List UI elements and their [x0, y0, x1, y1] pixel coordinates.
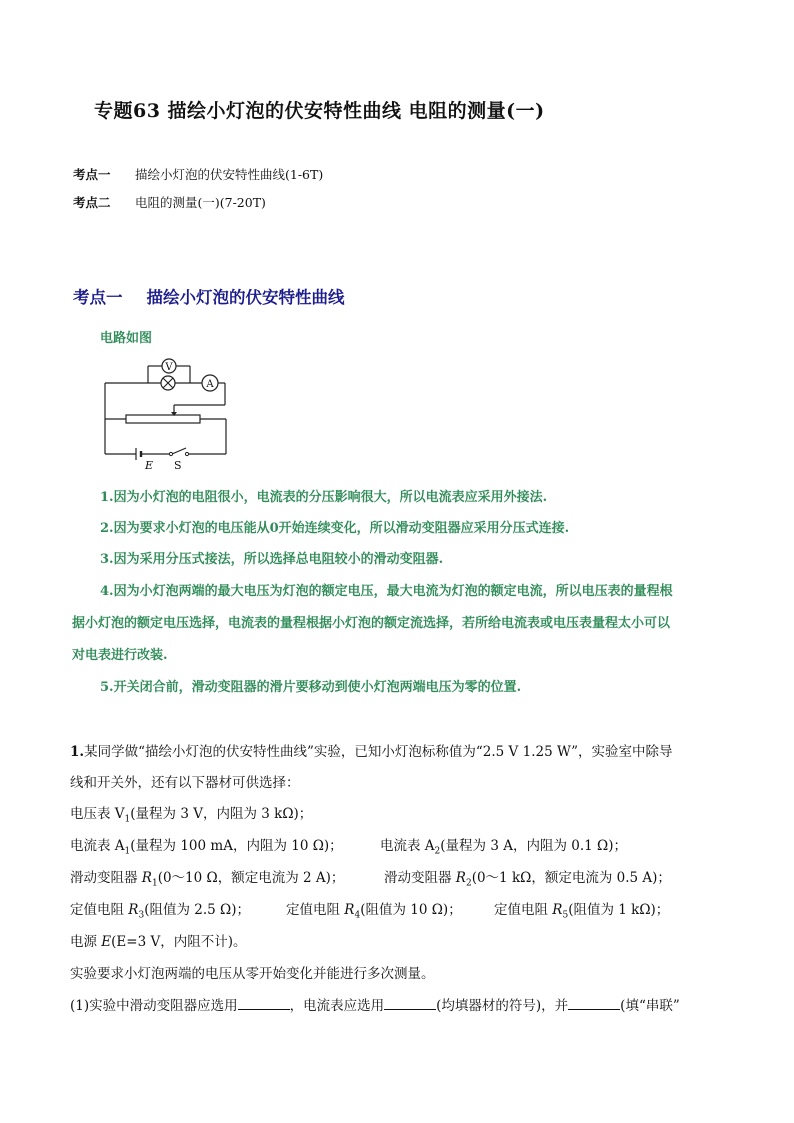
item-r4: 定值电阻 $R_4$(阻值为 10 Ω)；: [286, 902, 462, 921]
toc-label: 考点二: [73, 195, 111, 210]
lamp-icon: [161, 376, 175, 390]
section-heading: [73, 284, 345, 308]
note-5: 5.开关闭合前，滑动变阻器的滑片要移动到使小灯泡两端电压为零的位置.: [100, 680, 522, 695]
switch-icon: [169, 452, 172, 455]
answer-blank[interactable]: [568, 997, 620, 1010]
item-v1: 电压表 $V_1$(量程为 3 V，内阻为 3 kΩ)；: [70, 806, 313, 825]
note-4-line-1: 4.因为小灯泡两端的最大电压为灯泡的额定电压，最大电流为灯泡的额定电流，所以电压表的量程根: [100, 584, 673, 599]
item-a1: 电流表 $A_1$(量程为 100 mA，内阻为 10 Ω)；: [70, 838, 343, 857]
sub-question-1: (1)实验中滑动变阻器应选用 ，电流表应选用 (均填器材的符号)，并 (填“串联”: [70, 998, 680, 1014]
note-3: 3.因为采用分压式接法，所以选择总电阻较小的滑动变阻器.: [100, 552, 444, 567]
toc-text: 描绘小灯泡的伏安特性曲线(1-6T): [135, 167, 324, 182]
toc-text: 电阻的测量(一)(7-20T): [135, 195, 266, 210]
circuit-caption: 电路如图: [100, 331, 153, 346]
circuit-diagram: [98, 352, 238, 470]
ammeter-label: A: [206, 379, 214, 390]
question-1-line-1: 1.某同学做“描绘小灯泡的伏安特性曲线”实验，已知小灯泡标称值为“2.5 V 1.25 W”，实验室中除导: [70, 744, 673, 760]
note-4-line-2: 据小灯泡的额定电压选择，电流表的量程根据小灯泡的额定流选择，若所给电流表或电压表量程太小可以: [72, 616, 671, 631]
question-1-line-2: 线和开关外，还有以下器材可供选择：: [70, 775, 300, 791]
note-4-line-3: 对电表进行改装.: [72, 648, 168, 663]
toc-item-2: [73, 193, 266, 211]
item-r2: 滑动变阻器 $R_2(0\sim 1$ kΩ，额定电流为 0.5 A)；: [384, 870, 671, 889]
note-2: 2.因为要求小灯泡的电压能从0开始连续变化，所以滑动变阻器应采用分压式连接.: [100, 521, 570, 536]
toc-item-1: [73, 165, 323, 183]
page-title: 专题63 描绘小灯泡的伏安特性曲线 电阻的测量(一): [94, 100, 545, 122]
section-title: 描绘小灯泡的伏安特性曲线: [146, 288, 345, 307]
item-r1: 滑动变阻器 $R_1(0\sim 10$ Ω，额定电流为 2 A)；: [70, 870, 345, 889]
item-r3: 定值电阻 $R_3$(阻值为 2.5 Ω)；: [70, 902, 250, 921]
emf-label: E: [145, 459, 154, 470]
voltmeter-label: V: [165, 362, 173, 373]
item-source: 电源 E(E=3 V，内阻不计)。: [70, 934, 247, 950]
item-a2: 电流表 $A_2$(量程为 3 A，内阻为 0.1 Ω)；: [380, 838, 627, 857]
question-number: 1.: [70, 744, 85, 760]
switch-label: S: [174, 459, 182, 470]
answer-blank[interactable]: [384, 997, 436, 1010]
toc-label: 考点一: [73, 167, 111, 182]
item-r5: 定值电阻 $R_5$(阻值为 1 kΩ)；: [494, 902, 670, 921]
note-1: 1.因为小灯泡的电阻很小，电流表的分压影响很大，所以电流表应采用外接法.: [100, 490, 548, 505]
answer-blank[interactable]: [238, 997, 290, 1010]
section-label: 考点一: [73, 288, 123, 307]
requirement: 实验要求小灯泡两端的电压从零开始变化并能进行多次测量。: [70, 966, 435, 982]
